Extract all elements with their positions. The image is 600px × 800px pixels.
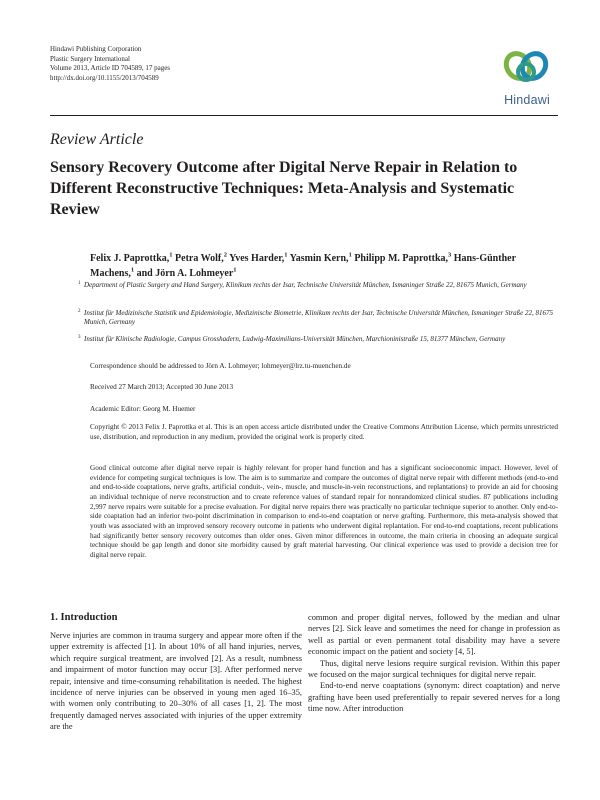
section-heading: 1. Introduction [50, 612, 118, 623]
affiliation-1 [78, 281, 558, 290]
publication-info [50, 45, 170, 83]
received-dates: Received 27 March 2013; Accepted 30 June 2013 [90, 383, 234, 391]
author-list [90, 251, 558, 281]
copyright-notice: Copyright © 2013 Felix J. Paprottka et al. This is an open access article distributed under the Creative Commons Attribution License, which permits unrestricted use, distribution, and reproduction in any medium, provided the original work is properly cited. [90, 423, 558, 441]
paragraph: Thus, digital nerve lesions require surgical revision. Within this paper we focused on the major surgical techniques for digital nerve repair. [308, 658, 560, 680]
affiliation-text: Institut für Klinische Radiologie, Campus Grosshadern, Ludwig-Maximilians-Universität München, Marchioninistraße 15, 81377 München, Germany [84, 335, 506, 343]
author-name: Felix J. Paprottka, [90, 253, 170, 264]
author-affiliation-mark: 1 [284, 251, 288, 259]
author-name: Hans-Günther Machens, [90, 253, 516, 279]
affiliation-number: 1 [78, 281, 81, 286]
author-name: Yves Harder, [226, 253, 285, 264]
paragraph: common and proper digital nerves, followed by the median and ulnar nerves [2]. Sick leave and sometimes the need for change in profession as well as partial or even permanent total disability may have a severe economic impact on the patient and society [4, 5]. [308, 613, 560, 657]
hindawi-logo-text: Hindawi [504, 93, 550, 107]
author-name: Yasmin Kern, [287, 253, 349, 264]
affiliation-2 [78, 309, 558, 328]
author-affiliation-mark: 3 [448, 251, 452, 259]
publisher-name: Hindawi Publishing Corporation [50, 45, 142, 53]
author-affiliation-mark: 1 [233, 266, 237, 274]
academic-editor: Academic Editor: Georg M. Huemer [90, 405, 196, 413]
author-name: Petra Wolf, [172, 253, 224, 264]
journal-name: Plastic Surgery International [50, 54, 130, 63]
doi-link[interactable]: http://dx.doi.org/10.1155/2013/704589 [50, 73, 159, 82]
paragraph: End-to-end nerve coaptations (synonym: direct coaptation) and nerve grafting have been used preferentially to repair severed nerves for a long time now. After introduction [308, 681, 560, 714]
abstract: Good clinical outcome after digital nerve repair is highly relevant for proper hand function and has a significant socioeconomic impact. However, level of evidence for competing surgical techniques is low. The aim is to summarize and compare the outcomes of digital nerve repair with different methods (end-to-end and end-to-side coaptations, nerve grafts, artificial conduit-, vein-, muscle, and muscle-in-vein reconstructions, and replantations) to provide an aid for choosing an individual technique of nerve reconstruction and to create reference values of standard repair for nonrandomized clinical studies. 87 publications including 2,997 nerve repairs were suitable for a precise evaluation. For digital nerve repairs there was practically no particular technique superior to another. Only end-to-side coaptation had an inferior two-point discrimination in comparison to end-to-end coaptation or nerve grafting. Furthermore, this meta-analysis showed that youth was associated with an improved sensory recovery outcome in patients who underwent digital replantation. For end-to-end coaptations, recent publications had significantly better sensory recovery outcomes than older ones. Given minor differences in outcome, the main criteria in choosing an adequate surgical technique should be gap length and donor site morbidity caused by graft material harvesting. Our clinical experience was used to provide a decision tree for digital nerve repair. [90, 464, 558, 559]
author-name: and Jörn A. Lohmeyer [134, 268, 234, 279]
author-affiliation-mark: 1 [348, 251, 352, 259]
affiliation-text: Institut für Medizinische Statistik und Epidemiologie, Medizinische Biometrie, Klinikum rechts der Isar, Technische Universität München, Ismaninger Straße 22, 81675 Munich, Germany [84, 309, 554, 327]
affiliation-number: 3 [78, 335, 81, 340]
article-type: Review Article [50, 131, 144, 148]
author-name: Philipp M. Paprottka, [351, 253, 449, 264]
affiliation-3 [78, 335, 558, 344]
body-column-left [50, 630, 302, 733]
correspondence: Correspondence should be addressed to Jörn A. Lohmeyer; lohmeyer@lrz.tu-muenchen.de [90, 362, 351, 370]
article-title: Sensory Recovery Outcome after Digital Nerve Repair in Relation to Different Reconstructive Techniques: Meta-Analysis and Systematic Review [50, 159, 518, 218]
body-column-right [308, 612, 560, 715]
volume-info: Volume 2013, Article ID 704589, 17 pages [50, 64, 171, 73]
author-affiliation-mark: 2 [223, 251, 227, 259]
affiliation-number: 2 [78, 309, 81, 314]
author-affiliation-mark: 1 [169, 251, 173, 259]
affiliation-text: Department of Plastic Surgery and Hand Surgery, Klinikum rechts der Isar, Technische Universität München, Ismaninger Straße 22, 81675 Munich, Germany [84, 281, 527, 289]
author-affiliation-mark: 1 [130, 266, 135, 274]
paragraph: Nerve injuries are common in trauma surgery and appear more often if the upper extremity is affected [1]. In about 10% of all hand injuries, nerves, which require surgical treatment, are involved [2]. As a result, numbness and impairment of motor function may occur [3]. After performed nerve repair, intensive and time-consuming rehabilitation is needed. The highest incidence of nerve injuries can be observed in young men aged 16–35, with women only contributing to 20–30% of all cases [1, 2]. The most frequently damaged nerves associated with injuries of the upper extremity are the [50, 631, 302, 732]
header-divider [50, 115, 558, 116]
